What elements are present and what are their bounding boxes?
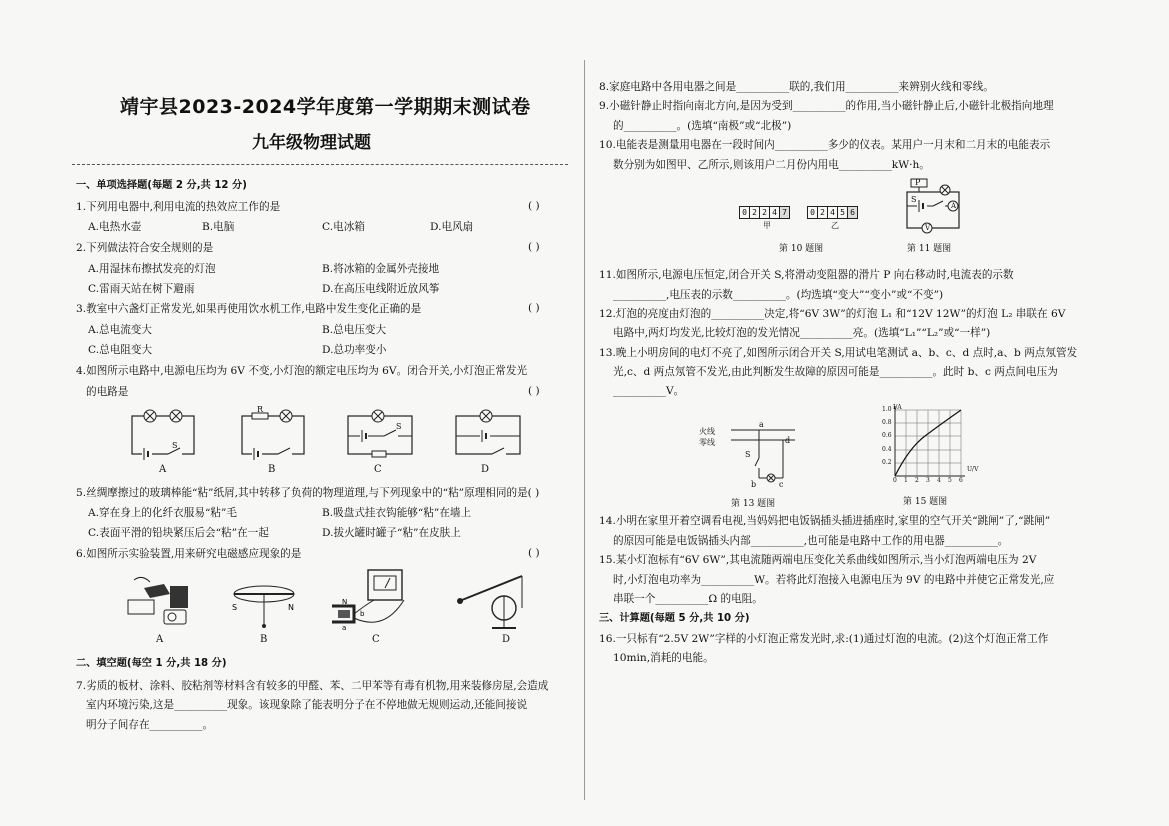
q6-apparatus-b	[228, 580, 300, 630]
q5-stem: 5.丝绸摩擦过的玻璃棒能“粘”纸屑,其中转移了负荷的物理道理,与下列现象中的“粘”原理相同的是( )	[76, 487, 540, 499]
q14-line2: 的原因可能是电饭锅插头内部__________,也可能是电路中工作的用电器__________。	[613, 535, 1009, 547]
q13-line1: 13.晚上小明房间的电灯不亮了,如图所示闭合开关 S,用试电笔测试 a、b、c、d 点时,a、b 两点氖管发	[599, 347, 1078, 359]
fig13-point-b: b	[751, 480, 757, 489]
q16-line2: 10min,消耗的电能。	[613, 652, 714, 664]
section2-heading: 二、填空题(每空 1 分,共 18 分)	[76, 658, 227, 669]
q14-line1: 14.小明在家里开着空调看电视,当妈妈把电饭锅插头插进插座时,家里的空气开关“跳闸”了,“跳闸”	[599, 515, 1051, 527]
q1-option-c: C.电冰箱	[322, 221, 365, 233]
q3-option-b: B.总电压变大	[322, 324, 387, 336]
meter-jia-digit: 4	[770, 207, 780, 218]
q13-line2: 光,c、d 两点氖管不发光,由此判断发生故障的原因可能是__________。此时 b、c 两点间电压为	[613, 366, 1058, 378]
q4-answer-paren: ( )	[528, 385, 540, 397]
title-divider	[72, 164, 568, 165]
fig13-switch-label: S	[745, 450, 751, 459]
q4-circuit-c	[344, 408, 416, 460]
q6-label-d: D	[502, 634, 511, 645]
exam-title: 靖宇县2023-2024学年度第一学期期末测试卷	[120, 96, 531, 118]
fig15-caption: 第 15 题图	[903, 497, 948, 507]
q2-answer-paren: ( )	[528, 241, 540, 253]
fig11-ammeter-label: A	[951, 202, 957, 210]
fig15-xlabel: U/V	[967, 466, 979, 473]
svg-text:N: N	[288, 603, 294, 612]
q4-label-c: C	[374, 464, 382, 475]
q1-stem: 1.下列用电器中,利用电流的热效应工作的是	[76, 201, 281, 213]
q5-option-d: D.拔火罐时罐子“粘”在皮肤上	[322, 527, 461, 539]
q11-line1: 11.如图所示,电源电压恒定,闭合开关 S,将滑动变阻器的滑片 P 向右移动时,电流表的示数	[599, 269, 1014, 281]
fig11-caption: 第 11 题图	[907, 244, 952, 254]
q3-option-c: C.总电阻变大	[88, 344, 153, 356]
q3-stem: 3.教室中六盏灯正常发光,如果再使用饮水机工作,电路中发生变化正确的是	[76, 303, 422, 315]
q6-answer-paren: ( )	[528, 547, 540, 559]
q4-circuit-b	[238, 408, 308, 460]
fig15-ytick: 0.2	[882, 459, 892, 466]
fig15-ytick: 0.4	[882, 446, 892, 453]
meter-jia-digit: 2	[760, 207, 770, 218]
right-page	[585, 0, 1169, 826]
q5-option-b: B.吸盘式挂衣钩能够“粘”在墙上	[322, 507, 472, 519]
fig15-xtick: 5	[948, 477, 952, 484]
fig13-live-wire-label: 火线	[699, 427, 715, 436]
fig15-ytick: 0.6	[882, 432, 892, 439]
fig15-xtick: 6	[959, 477, 963, 484]
q1-option-a: A.电热水壶	[88, 221, 142, 233]
fig15-ytick: 0.8	[882, 419, 892, 426]
q4-circuit-a	[128, 408, 198, 460]
q15-line3: 串联一个__________Ω 的电阻。	[613, 593, 763, 605]
q4-stem-line2: 的电路是	[86, 386, 129, 398]
fig11-circuit	[903, 178, 967, 236]
q11-line2: __________,电压表的示数__________。(均选填“变大”“变小”或“不变”)	[613, 289, 944, 301]
fig15-ytick: 1.0	[882, 406, 892, 413]
q7-line3: 明分子间存在__________。	[86, 719, 214, 731]
q6-apparatus-c	[324, 566, 424, 632]
meter-jia-decimal-digit: 7	[780, 207, 789, 218]
q16-line1: 16.一只标有“2.5V 2W”字样的小灯泡正常发光时,求:(1)通过灯泡的电流。(2)这个灯泡正常工作	[599, 633, 1049, 645]
fig10-caption: 第 10 题图	[779, 244, 824, 254]
svg-text:N: N	[342, 598, 348, 606]
q4-label-d: D	[481, 464, 490, 475]
meter-yi-digit: 0	[808, 207, 818, 218]
svg-text:a: a	[342, 624, 347, 632]
fig13-point-a: a	[759, 420, 764, 429]
q4-b-resistor-label: R	[257, 405, 264, 414]
q5-option-a: A.穿在身上的化纤衣服易“粘”毛	[88, 507, 237, 519]
svg-text:b: b	[360, 610, 365, 618]
q9-line1: 9.小磁针静止时指向南北方向,是因为受到__________的作用,当小磁针静止后,小磁针北极指向地理	[599, 100, 1054, 112]
q15-line1: 15.某小灯泡标有“6V 6W”,其电流随两端电压变化关系曲线如图所示,当小灯泡两端电压为 2V	[599, 554, 1037, 566]
fig13-neutral-wire-label: 零线	[699, 438, 715, 447]
fig13-point-c: c	[779, 480, 784, 489]
q1-option-d: D.电风扇	[430, 221, 474, 233]
q8: 8.家庭电路中各用电器之间是__________联的,我们用__________来辨别火线和零线。	[599, 81, 994, 93]
q6-apparatus-d	[452, 570, 542, 632]
q10-line2: 数分别为如图甲、乙所示,则该用户二月份内用电__________kW·h。	[613, 159, 930, 171]
meter-yi-label: 乙	[831, 221, 839, 230]
q2-stem: 2.下列做法符合安全规则的是	[76, 242, 214, 254]
section3-heading: 三、计算题(每题 5 分,共 10 分)	[599, 613, 750, 624]
meter-jia-label: 甲	[763, 221, 771, 230]
q4-c-switch-label: S	[396, 422, 402, 431]
fig15-xtick: 3	[926, 477, 930, 484]
q3-answer-paren: ( )	[528, 302, 540, 314]
q15-line2: 时,小灯泡电功率为__________W。若将此灯泡接入电源电压为 9V 的电路中并使它正常发光,应	[613, 574, 1055, 586]
svg-text:S: S	[232, 603, 238, 612]
q4-a-switch-label: S	[172, 441, 178, 450]
q6-stem: 6.如图所示实验装置,用来研究电磁感应现象的是	[76, 548, 302, 560]
meter-yi-decimal-digit: 6	[848, 207, 857, 218]
q10-line1: 10.电能表是测量用电器在一段时间内__________多少的仪表。某用户一月末和二月末的电能表示	[599, 139, 1051, 151]
meter-yi-digit: 4	[828, 207, 838, 218]
section1-heading: 一、单项选择题(每题 2 分,共 12 分)	[76, 180, 247, 191]
q2-option-c: C.雷雨天站在树下避雨	[88, 283, 195, 295]
q3-option-a: A.总电流变大	[88, 324, 152, 336]
fig15-xtick: 2	[915, 477, 919, 484]
q9-line2: 的__________。(选填“南极”或“北极”)	[613, 120, 792, 132]
q5-option-c: C.表面平滑的铅块紧压后会“粘”在一起	[88, 527, 269, 539]
q2-option-a: A.用湿抹布擦拭发亮的灯泡	[88, 263, 216, 275]
q6-apparatus-a	[124, 570, 196, 630]
q6-label-c: C	[372, 634, 380, 645]
left-page	[0, 0, 584, 826]
meter-yi	[807, 206, 858, 219]
fig13-caption: 第 13 题图	[731, 499, 776, 509]
fig15-graph	[885, 404, 965, 484]
fig11-slider-label: P	[915, 178, 921, 187]
q12-line1: 12.灯泡的亮度由灯泡的__________决定,将“6V 3W”的灯泡 L₁ 和“12V 12W”的灯泡 L₂ 串联在 6V	[599, 308, 1066, 320]
q1-answer-paren: ( )	[528, 200, 540, 212]
fig11-switch-label: S	[911, 195, 917, 204]
q6-label-a: A	[156, 634, 164, 645]
q2-option-d: D.在高压电线附近放风筝	[322, 283, 440, 295]
fig15-xtick: 0	[893, 477, 897, 484]
meter-jia-digit: 0	[740, 207, 750, 218]
exam-subtitle: 九年级物理试题	[252, 133, 371, 153]
fig15-xtick: 4	[937, 477, 941, 484]
fig13-point-d: d	[785, 436, 791, 445]
q12-line2: 电路中,两灯均发光,比较灯泡的发光情况__________亮。(选填“L₁”“L₂”或“一样”)	[613, 327, 991, 339]
q6-label-b: B	[260, 634, 268, 645]
q1-option-b: B.电脑	[202, 221, 235, 233]
q7-line2: 室内环境污染,这是__________现象。该现象除了能表明分子在不停地做无规则运动,还能间接说	[86, 699, 528, 711]
q4-stem-line1: 4.如图所示电路中,电源电压均为 6V 不变,小灯泡的额定电压均为 6V。闭合开关,小灯泡正常发光	[76, 365, 528, 377]
meter-jia	[739, 206, 790, 219]
q4-label-b: B	[268, 464, 276, 475]
meter-yi-digit: 2	[818, 207, 828, 218]
q4-label-a: A	[159, 464, 167, 475]
fig11-voltmeter-label: V	[925, 224, 931, 232]
q2-option-b: B.将冰箱的金属外壳接地	[322, 263, 440, 275]
fig15-ylabel: I/A	[893, 404, 902, 411]
q3-option-d: D.总功率变小	[322, 344, 387, 356]
meter-yi-digit: 5	[838, 207, 848, 218]
q13-line3: __________V。	[613, 385, 685, 397]
q7-line1: 7.劣质的板材、涂料、胶粘剂等材料含有较多的甲醛、苯、二甲苯等有毒有机物,用来装修房屋,会造成	[76, 680, 549, 692]
fig13-circuit	[729, 422, 795, 486]
meter-jia-digit: 2	[750, 207, 760, 218]
q4-circuit-d	[452, 408, 524, 460]
fig15-xtick: 1	[904, 477, 908, 484]
